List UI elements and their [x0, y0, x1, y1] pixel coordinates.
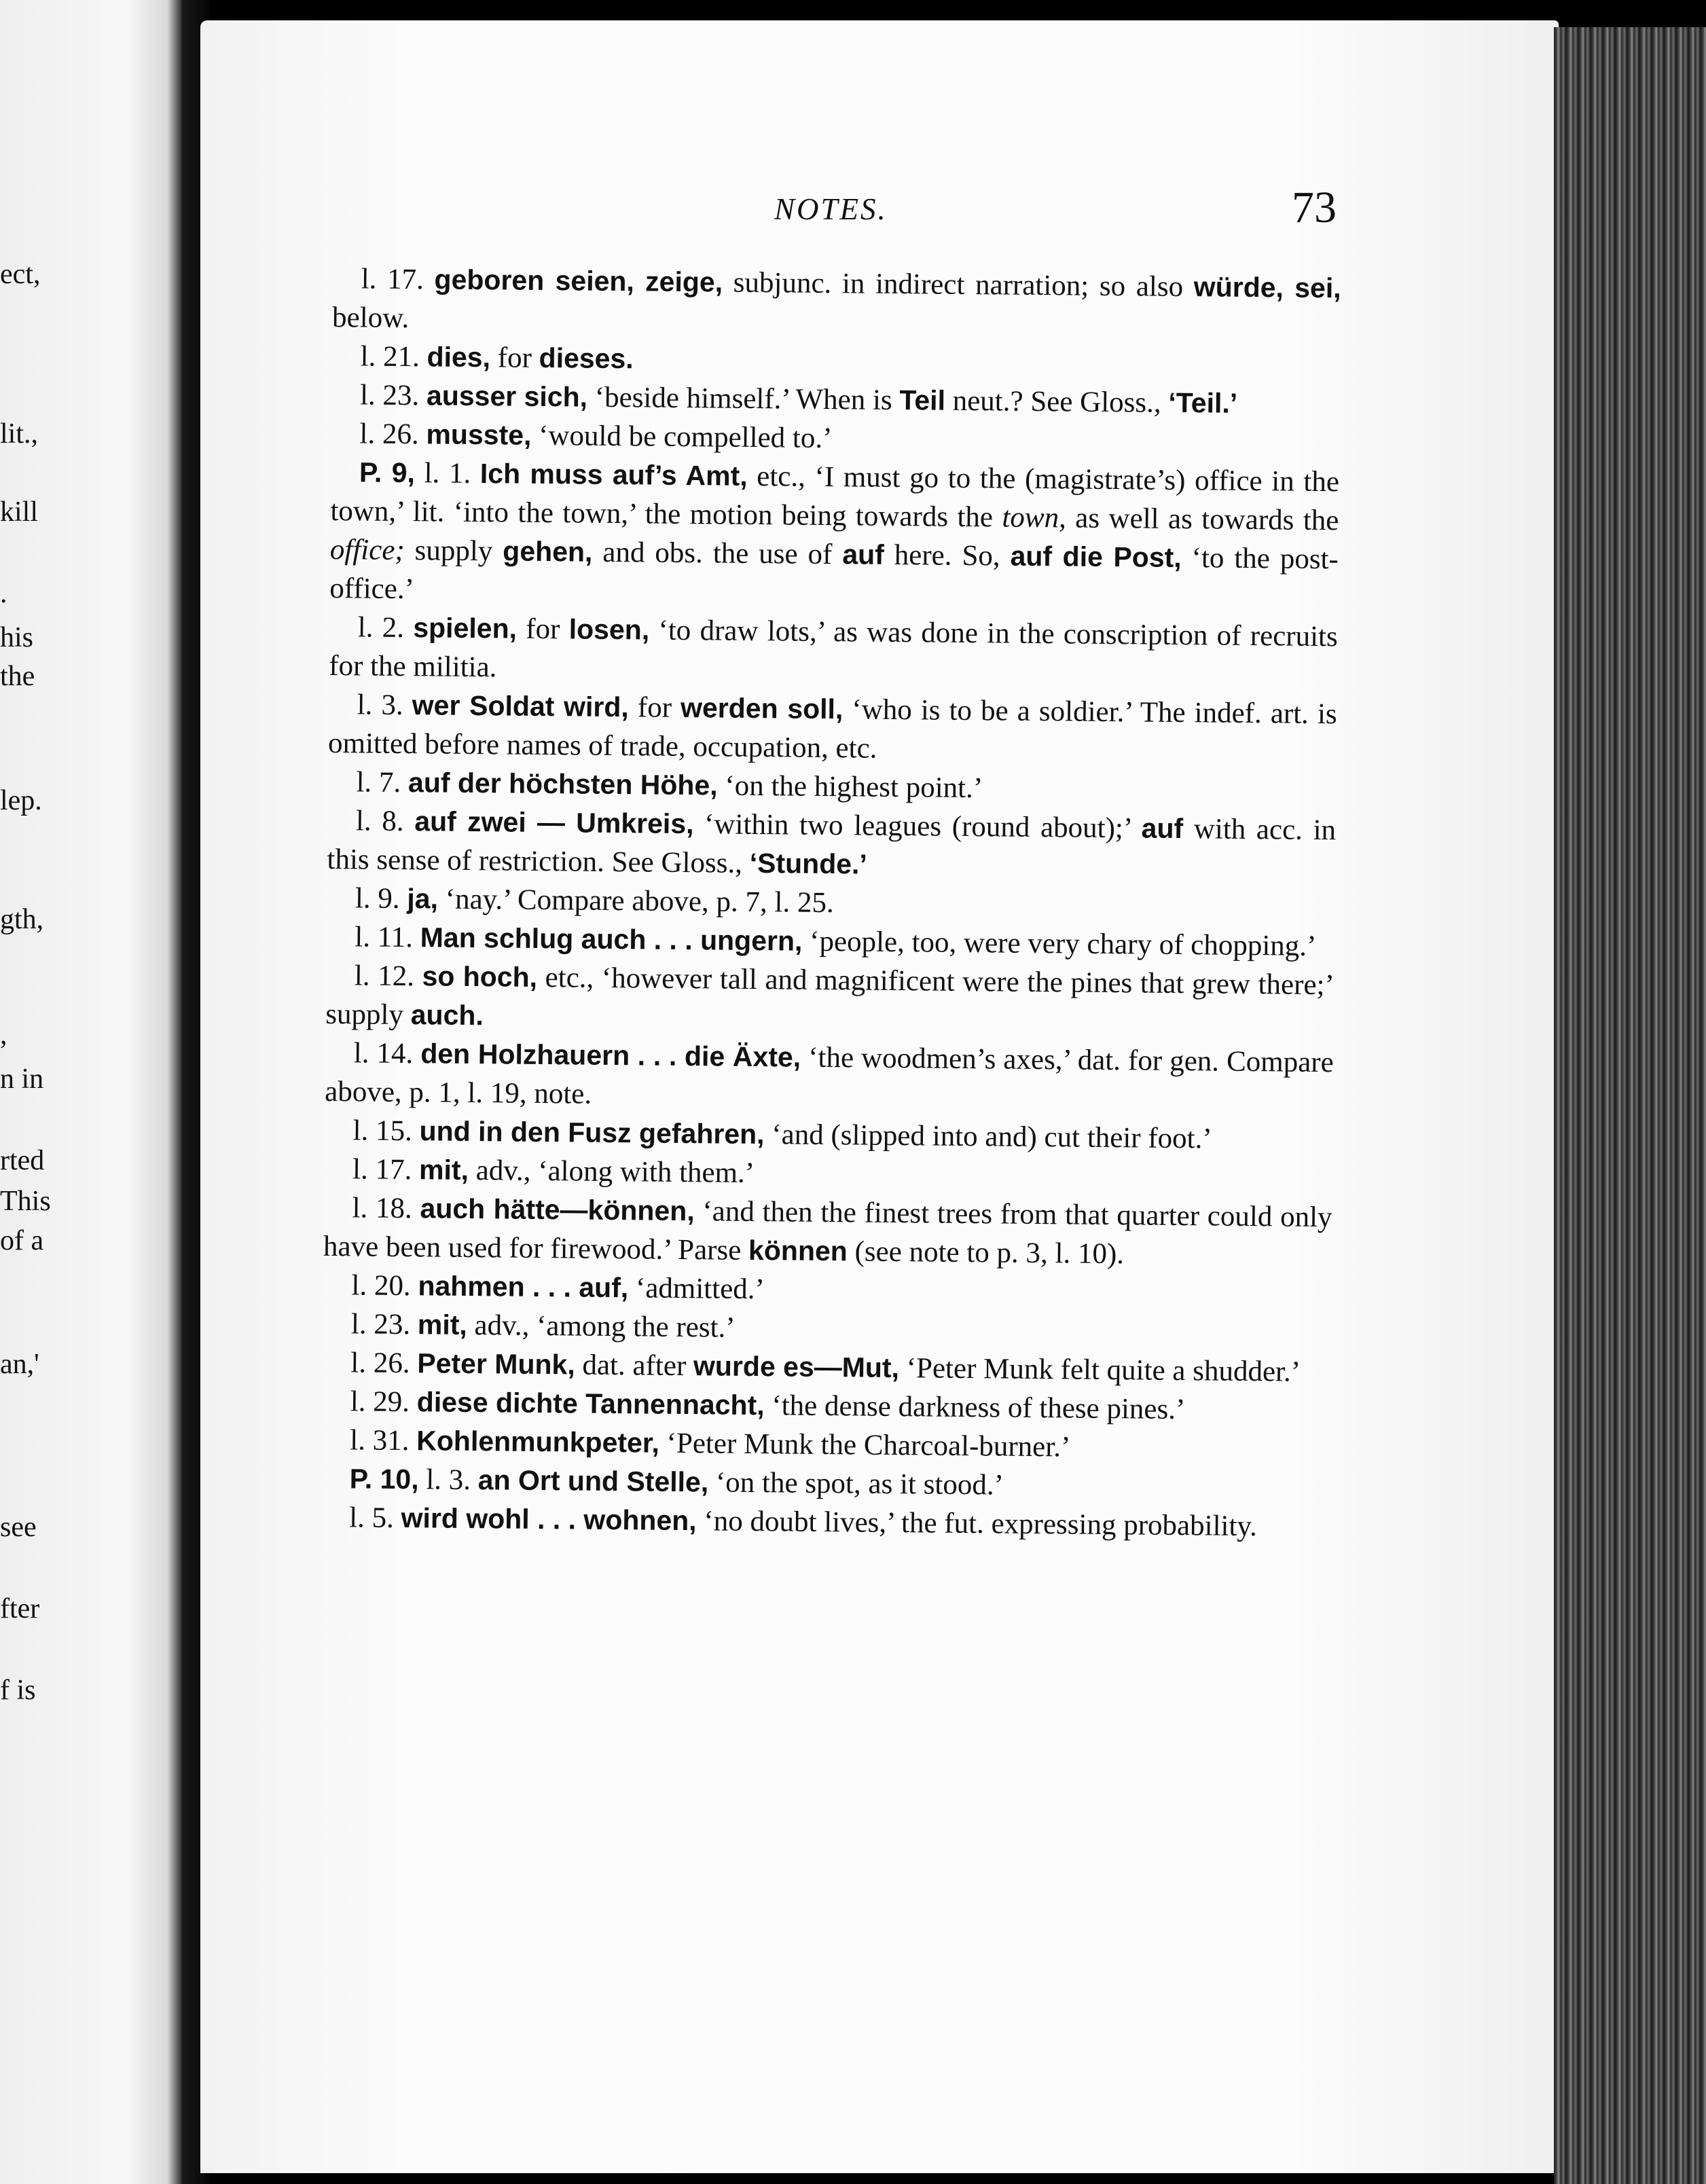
note-page-ref: P. 10,: [349, 1463, 419, 1495]
note-ref: l. 7.: [356, 766, 401, 799]
running-head: NOTES.: [774, 192, 888, 226]
note-lemma: wird wohl . . . wohnen,: [401, 1502, 697, 1537]
note-lemma: Man schlug auch . . . ungern,: [420, 922, 803, 957]
note-text: ‘to the post-office.’: [329, 542, 1339, 606]
note-lemma: Peter Munk,: [417, 1347, 575, 1381]
note-lemma: losen,: [568, 613, 650, 646]
note-lemma: dieses.: [539, 342, 634, 375]
note-text: etc., ‘I must go to the (magistrate’s) office in the town,’ lit. ‘into the town,’ the motion being towards the: [330, 460, 1340, 534]
note-text: and obs. the use of: [592, 536, 843, 571]
note: [329, 608, 1338, 695]
note-ref: l. 2.: [357, 611, 405, 644]
note-lemma: Kohlenmunkpeter,: [416, 1425, 660, 1459]
note-text: ‘and then the finest trees from that quarter could only have been used for firewood.’ Parse: [323, 1195, 1332, 1267]
note-ref: l. 5.: [348, 1502, 395, 1534]
note: [329, 453, 1339, 617]
note-text: dat. after: [575, 1349, 694, 1383]
note-lemma: mit,: [417, 1309, 468, 1341]
note-italic: town,: [1002, 501, 1067, 534]
note-text: ‘on the highest point.’: [717, 769, 983, 805]
left-page: [0, 0, 182, 2184]
left-fragment: kill: [0, 496, 39, 528]
note-lemma: und in den Fusz gefahren,: [419, 1115, 765, 1150]
note-ref: l. 23.: [350, 1308, 411, 1341]
note-text: below.: [331, 301, 410, 335]
note-lemma: nahmen . . . auf,: [418, 1270, 629, 1304]
left-fragment: the: [0, 661, 35, 692]
note-text: ‘Peter Munk the Charcoal-burner.’: [659, 1427, 1071, 1463]
note-lemma: mit,: [418, 1154, 469, 1186]
note-lemma: auf: [842, 539, 885, 570]
note-italic: office;: [329, 533, 405, 567]
note-text: ‘Peter Munk felt quite a shudder.’: [899, 1352, 1301, 1388]
note-ref: l. 12.: [354, 960, 415, 993]
note-ref: l. 9.: [355, 882, 400, 915]
note-text: for: [516, 613, 569, 646]
note-lemma: auch.: [410, 999, 484, 1032]
note-text: ‘admitted.’: [628, 1272, 765, 1306]
note: [332, 259, 1341, 346]
note-ref: l. 11.: [355, 921, 414, 954]
left-fragment: see: [0, 1512, 37, 1543]
left-fragment: fter: [0, 1593, 40, 1624]
note-ref: l. 21.: [360, 340, 420, 374]
note-text: ‘people, too, were very chary of chopping.’: [802, 925, 1317, 962]
note-ref: l. 26.: [350, 1347, 410, 1380]
note-ref: l. 14.: [353, 1037, 414, 1070]
note-text: adv., ‘along with them.’: [468, 1154, 755, 1190]
note-lemma: auf: [1141, 812, 1184, 845]
left-fragment: lep.: [0, 785, 42, 816]
note-lemma: werden soll,: [680, 691, 843, 725]
note-lemma: wer Soldat wird,: [412, 689, 630, 723]
left-fragment: This: [0, 1186, 51, 1217]
note-ref: l. 20.: [351, 1269, 411, 1303]
note: [325, 956, 1335, 1043]
note-text: ‘who is to be a soldier.’ The indef. art. is omitted before names of trade, occupation, etc.: [327, 693, 1337, 765]
note-lemma: ‘Stunde.’: [749, 847, 868, 880]
note-text: here. So,: [884, 539, 1011, 572]
note-lemma: würde, sei,: [1193, 271, 1341, 304]
note-text: ‘and (slipped into and) cut their foot.’: [764, 1118, 1212, 1155]
left-fragment: f is: [0, 1675, 36, 1706]
left-fragment: n in: [0, 1063, 44, 1095]
note-ref: l. 29.: [350, 1385, 410, 1419]
note: [328, 685, 1337, 772]
note-text: with acc. in this sense of restriction. See Gloss.,: [327, 813, 1337, 879]
note-text: ‘would be compelled to.’: [531, 419, 833, 455]
note-lemma: gehen,: [503, 535, 593, 568]
note-text: etc., ‘however tall and magnificent were the pines that grew there;’ supply: [325, 961, 1335, 1032]
note-ref: l. 31.: [350, 1424, 410, 1457]
note-lemma: spielen,: [413, 612, 518, 644]
note-ref: l. 1.: [414, 457, 471, 490]
note-lemma: an Ort und Stelle,: [477, 1464, 709, 1498]
note-ref: l. 23.: [359, 379, 420, 412]
note-text: ‘no doubt lives,’ the fut. expressing probability.: [696, 1505, 1258, 1543]
left-fragment: of a: [0, 1225, 44, 1256]
note-text: subjunc. in indirect narration; so also: [722, 266, 1195, 304]
note-lemma: musste,: [426, 418, 532, 451]
note-text: neut.? See Gloss.,: [945, 384, 1169, 419]
note-text: for: [628, 691, 681, 724]
note: [327, 801, 1336, 888]
note-lemma: auf zwei — Umkreis,: [414, 805, 694, 840]
note-text: adv., ‘among the rest.’: [467, 1309, 736, 1344]
left-fragment: rted: [0, 1145, 45, 1176]
notes-body: [321, 259, 1341, 1546]
note-ref: l. 17.: [352, 1153, 412, 1186]
note-text: ‘on the spot, as it stood.’: [708, 1466, 1004, 1502]
note-text: ‘nay.’ Compare above, p. 7, l. 25.: [437, 883, 834, 920]
note-lemma: den Holzhauern . . . die Äxte,: [420, 1038, 801, 1073]
note-page-ref: P. 9,: [359, 456, 416, 489]
left-fragment: ect,: [0, 259, 41, 290]
note-text: (see note to p. 3, l. 10).: [847, 1235, 1125, 1271]
left-fragment: his: [0, 622, 34, 653]
note-ref: l. 3.: [418, 1463, 471, 1497]
note-lemma: können: [748, 1234, 848, 1267]
note-ref: l. 15.: [352, 1114, 413, 1148]
note-lemma: geboren seien, zeige,: [434, 263, 723, 298]
note-lemma: auch hätte—können,: [420, 1193, 695, 1227]
note-ref: l. 3.: [357, 689, 403, 722]
left-fragment: gth,: [0, 904, 44, 935]
note-lemma: Teil: [899, 384, 946, 416]
note-ref: l. 17.: [361, 263, 424, 296]
note-lemma: diese dichte Tannennacht,: [416, 1386, 765, 1421]
note-text: ‘the woodmen’s axes,’ dat. for gen. Compare above, p. 1, l. 19, note.: [325, 1041, 1334, 1110]
note-lemma: so hoch,: [422, 960, 538, 993]
note-ref: l. 8.: [355, 805, 404, 838]
left-fragment: ,: [0, 1019, 7, 1051]
note-ref: l. 26.: [359, 418, 419, 451]
left-fragment: lit.,: [0, 418, 39, 450]
note-lemma: dies,: [426, 341, 491, 374]
note-text: as well as towards the: [1066, 502, 1339, 537]
page-edges: [1554, 27, 1706, 2184]
note: [323, 1188, 1332, 1275]
note-text: ‘the dense darkness of these pines.’: [764, 1389, 1186, 1426]
note-text: supply: [404, 534, 503, 568]
note-lemma: Ich muss auf’s Amt,: [479, 458, 748, 492]
note-lemma: ‘Teil.’: [1168, 386, 1238, 419]
note-text: ‘beside himself.’ When is: [587, 381, 900, 417]
left-fragment: .: [0, 578, 7, 609]
note: [325, 1034, 1334, 1121]
note-lemma: auf der höchsten Höhe,: [407, 767, 718, 801]
note-lemma: ja,: [407, 883, 439, 915]
note-lemma: ausser sich,: [426, 380, 588, 413]
note-lemma: auf die Post,: [1010, 540, 1182, 574]
page-number: 73: [1292, 183, 1337, 232]
note-lemma: wurde es—Mut,: [693, 1350, 900, 1384]
note-text: ‘within two leagues (round about);’: [693, 808, 1142, 845]
note-text: for: [490, 342, 539, 374]
left-fragment: an,': [0, 1349, 39, 1380]
note-text: ‘to draw lots,’ as was done in the conscription of recruits for the militia.: [329, 614, 1338, 684]
note-ref: l. 18.: [352, 1192, 413, 1225]
